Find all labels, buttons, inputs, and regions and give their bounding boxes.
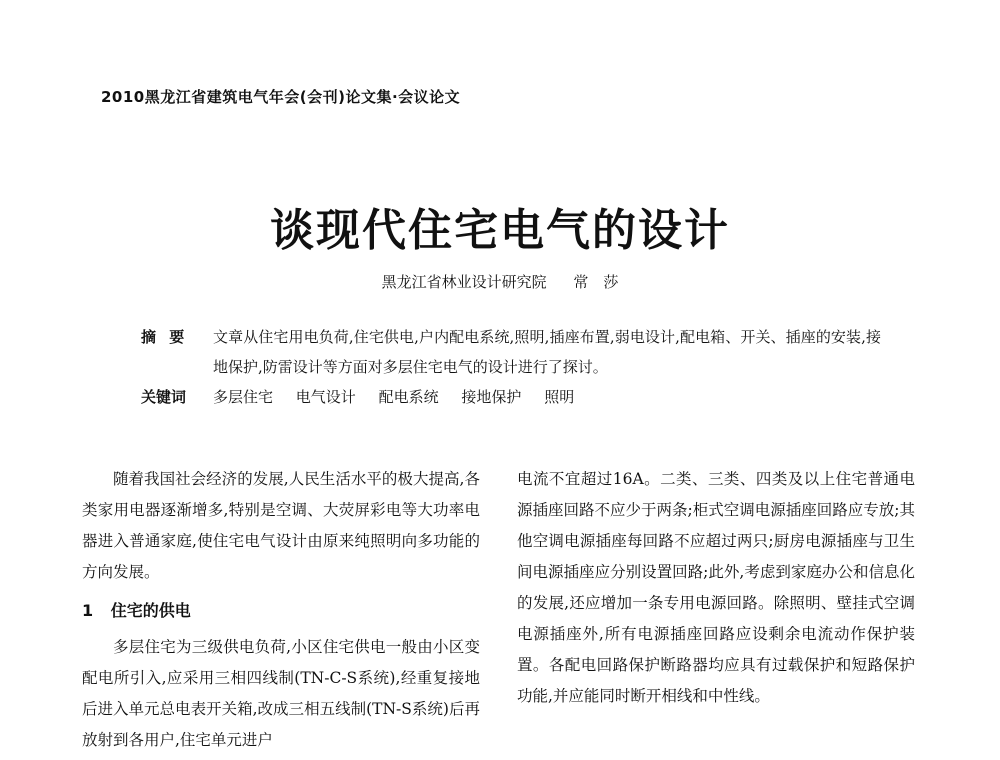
- section1-paragraph: 多层住宅为三级供电负荷,小区住宅供电一般由小区变配电所引入,应采用三相四线制(TN-C-S系统),经重复接地后进入单元总电表开关箱,改成三相五线制(TN-S系统)后再放射到各用户,住宅单元进户: [82, 638, 480, 749]
- author-name: 常 莎: [573, 273, 619, 291]
- section-heading: [82, 596, 480, 626]
- abstract-label: 摘 要: [141, 328, 189, 346]
- keywords-label: 关键词: [141, 388, 187, 406]
- author-affiliation: 黑龙江省林业设计研究院: [381, 273, 547, 291]
- abstract-block: [141, 322, 881, 412]
- keyword: 配电系统: [378, 388, 439, 406]
- journal-header: 2010黑龙江省建筑电气年会(会刊)论文集·会议论文: [101, 88, 461, 106]
- keyword: 电气设计: [295, 388, 356, 406]
- abstract-text: 文章从住宅用电负荷,住宅供电,户内配电系统,照明,插座布置,弱电设计,配电箱、开关、插座的安装,接地保护,防雷设计等方面对多层住宅电气的设计进行了探讨。: [213, 328, 881, 376]
- keyword: 多层住宅: [213, 388, 274, 406]
- intro-paragraph: 随着我国社会经济的发展,人民生活水平的极大提高,各类家用电器逐渐增多,特别是空调、大荧屏彩电等大功率电器进入普通家庭,使住宅电气设计由原来纯照明向多功能的方向发展。: [82, 470, 480, 581]
- keywords-row: [141, 382, 881, 412]
- left-column: [82, 464, 480, 756]
- abstract-row: [141, 322, 881, 382]
- keyword: 照明: [544, 388, 575, 406]
- section-number: 1: [82, 601, 94, 620]
- section-title: 住宅的供电: [110, 601, 191, 620]
- author-line: [0, 271, 1000, 292]
- keyword: 接地保护: [461, 388, 522, 406]
- right-column-paragraph: 电流不宜超过16A。二类、三类、四类及以上住宅普通电源插座回路不应少于两条;柜式空调电源插座回路应专放;其他空调电源插座每回路不应超过两只;厨房电源插座与卫生间电源插座应分别设置回路;此外,考虑到家庭办公和信息化的发展,还应增加一条专用电源回路。除照明、壁挂式空调电源插座外,所有电源插座回路应设剩余电流动作保护装置。各配电回路保护断路器均应具有过载保护和短路保护功能,并应能同时断开相线和中性线。: [517, 470, 915, 705]
- article-title: 谈现代住宅电气的设计: [270, 205, 730, 256]
- right-column: [517, 464, 915, 712]
- keywords-list: [213, 382, 881, 412]
